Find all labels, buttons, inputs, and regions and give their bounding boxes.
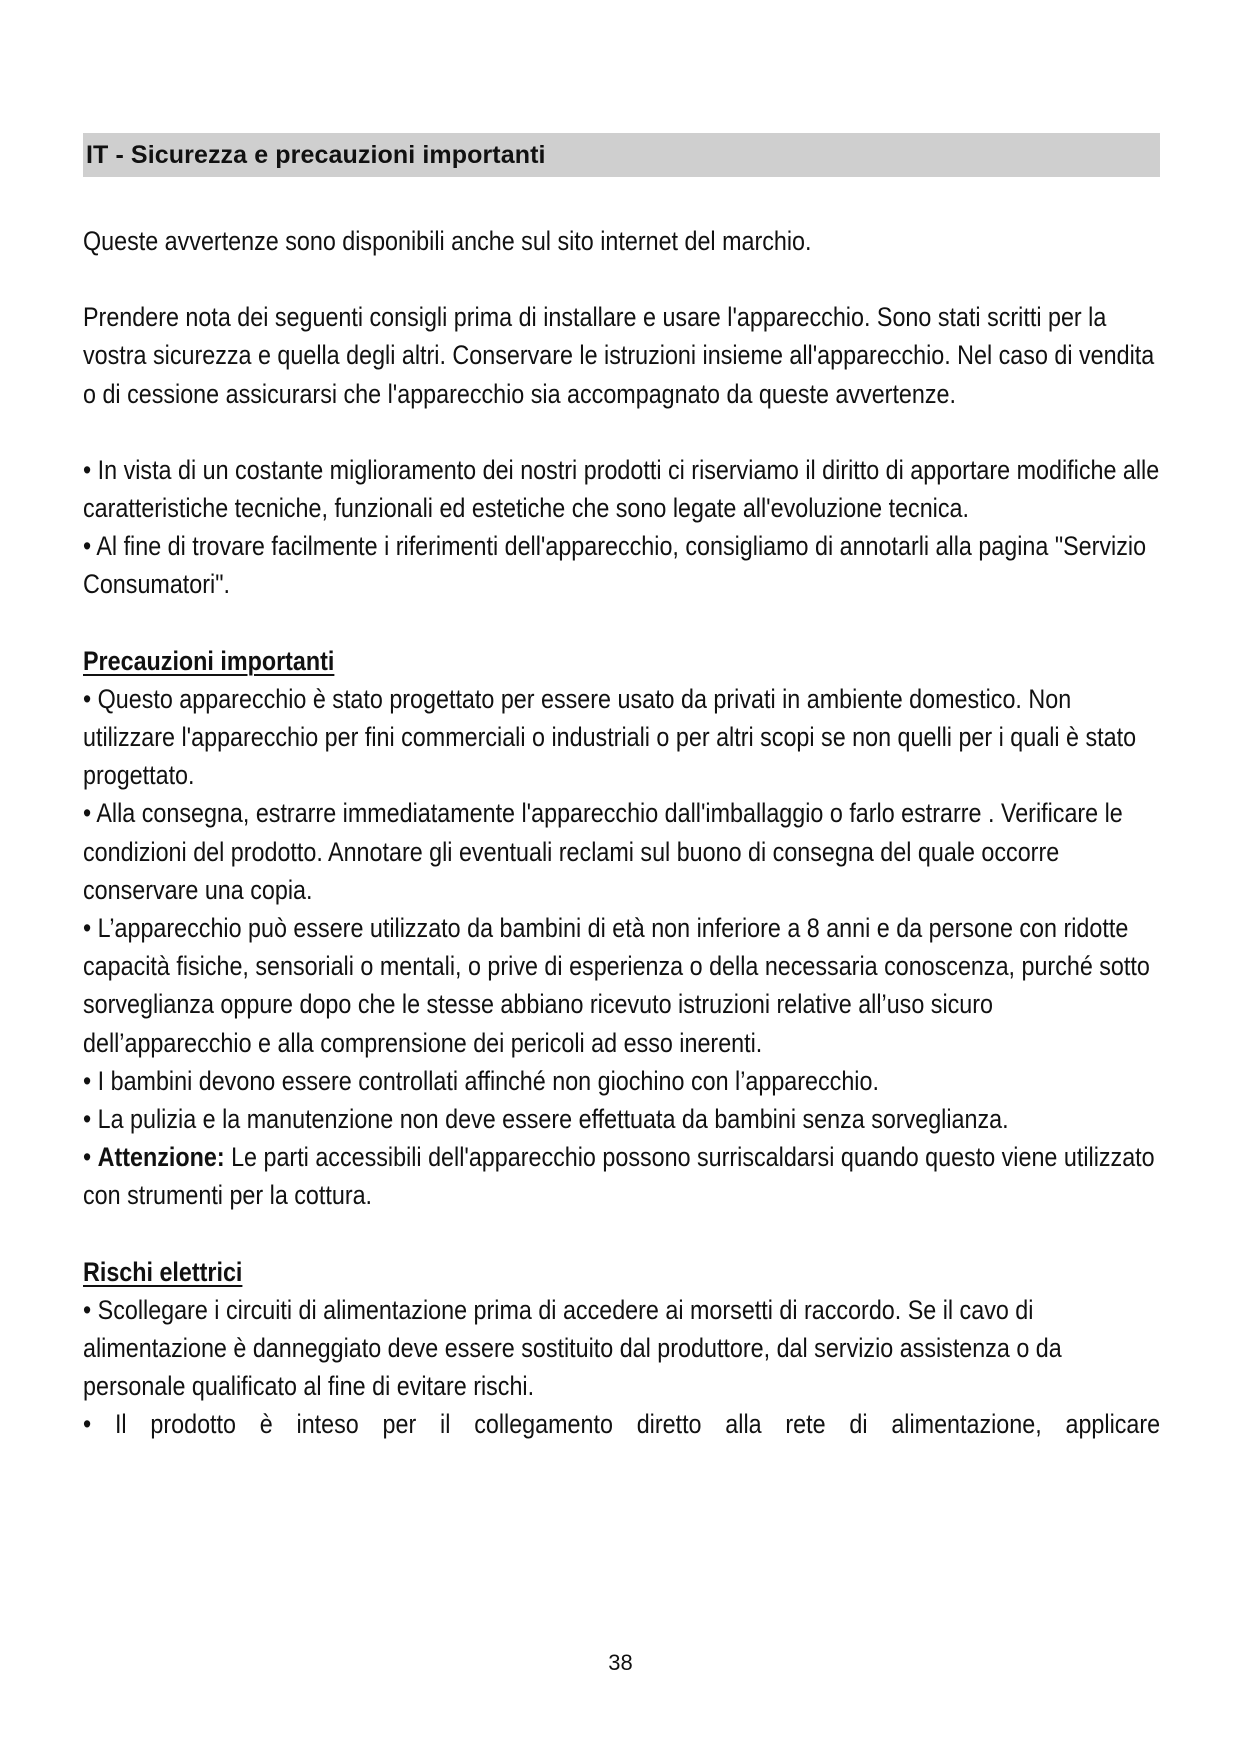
intro-availability: Queste avvertenze sono disponibili anche sul sito internet del marchio. [83, 226, 812, 256]
document-page [83, 133, 1160, 1444]
precautions-bullet-4: • I bambini devono essere controllati affinché non giochino con l’apparecchio. [83, 1065, 879, 1096]
document-body [83, 222, 1160, 1444]
general-bullet-2: • Al fine di trovare facilmente i riferimenti dell'apparecchio, consigliamo di annotarli alla pagina "Servizio Consumatori". [83, 531, 1147, 600]
precautions-bullet-5: • La pulizia e la manutenzione non deve essere effettuata da bambini senza sorveglianza. [83, 1104, 1009, 1135]
page-number: 38 [608, 1650, 633, 1675]
precautions-warning [83, 1138, 1160, 1214]
precautions-heading: Precauzioni importanti [83, 645, 335, 676]
precautions-bullet-3: • L’apparecchio può essere utilizzato da bambini di età non inferiore a 8 anni e da persone con ridotte capacità fisiche, sensoriali o mentali, o prive di esperienza o della necessaria conoscenza, purché sotto sorveglianza oppure dopo che le stesse abbiano ricevuto istruzioni relative all’uso sicuro dell’apparecchio e alla comprensione dei pericoli ad esso inerenti. [83, 913, 1150, 1058]
general-bullet-1: • In vista di un costante miglioramento dei nostri prodotti ci riserviamo il diritto di apportare modifiche alle caratteristiche tecniche, funzionali ed estetiche che sono legate all'evoluzione tecnica. [83, 454, 1160, 524]
intro-note: Prendere nota dei seguenti consigli prima di installare e usare l'apparecchio. Sono stati scritti per la vostra sicurezza e quella degli altri. Conservare le istruzioni insieme all'apparecchio. Nel caso di vendita o di cessione assicurarsi che l'apparecchio sia accompagnato da queste avvertenze. [83, 302, 1155, 409]
precautions-bullet-2: • Alla consegna, estrarre immediatamente l'apparecchio dall'imballaggio o farlo estrarre . Verificare le condizioni del prodotto. Annotare gli eventuali reclami sul buono di consegna del quale occorre conservare una copia. [83, 798, 1123, 905]
precautions-bullet-1: • Questo apparecchio è stato progettato per essere usato da privati in ambiente domestico. Non utilizzare l'apparecchio per fini commerciali o industriali o per altri scopi se non quelli per i quali è stato progettato. [83, 683, 1137, 791]
warning-bullet: • [83, 1142, 98, 1173]
section-title-bar: IT - Sicurezza e precauzioni importanti [83, 133, 1160, 177]
electrical-bullet-2: • Il prodotto è inteso per il collegamento diretto alla rete di alimentazione, applicare [83, 1409, 1161, 1440]
electrical-bullet-1: • Scollegare i circuiti di alimentazione prima di accedere ai morsetti di raccordo. Se il cavo di alimentazione è danneggiato deve essere sostituito dal produttore, dal servizio assistenza o da personale qualificato al fine di evitare rischi. [83, 1294, 1062, 1402]
warning-label: Attenzione: [97, 1142, 225, 1173]
warning-text: Le parti accessibili dell'apparecchio possono surriscaldarsi quando questo viene utilizzato con strumenti per la cottura. [83, 1142, 1155, 1211]
electrical-heading: Rischi elettrici [83, 1256, 243, 1287]
